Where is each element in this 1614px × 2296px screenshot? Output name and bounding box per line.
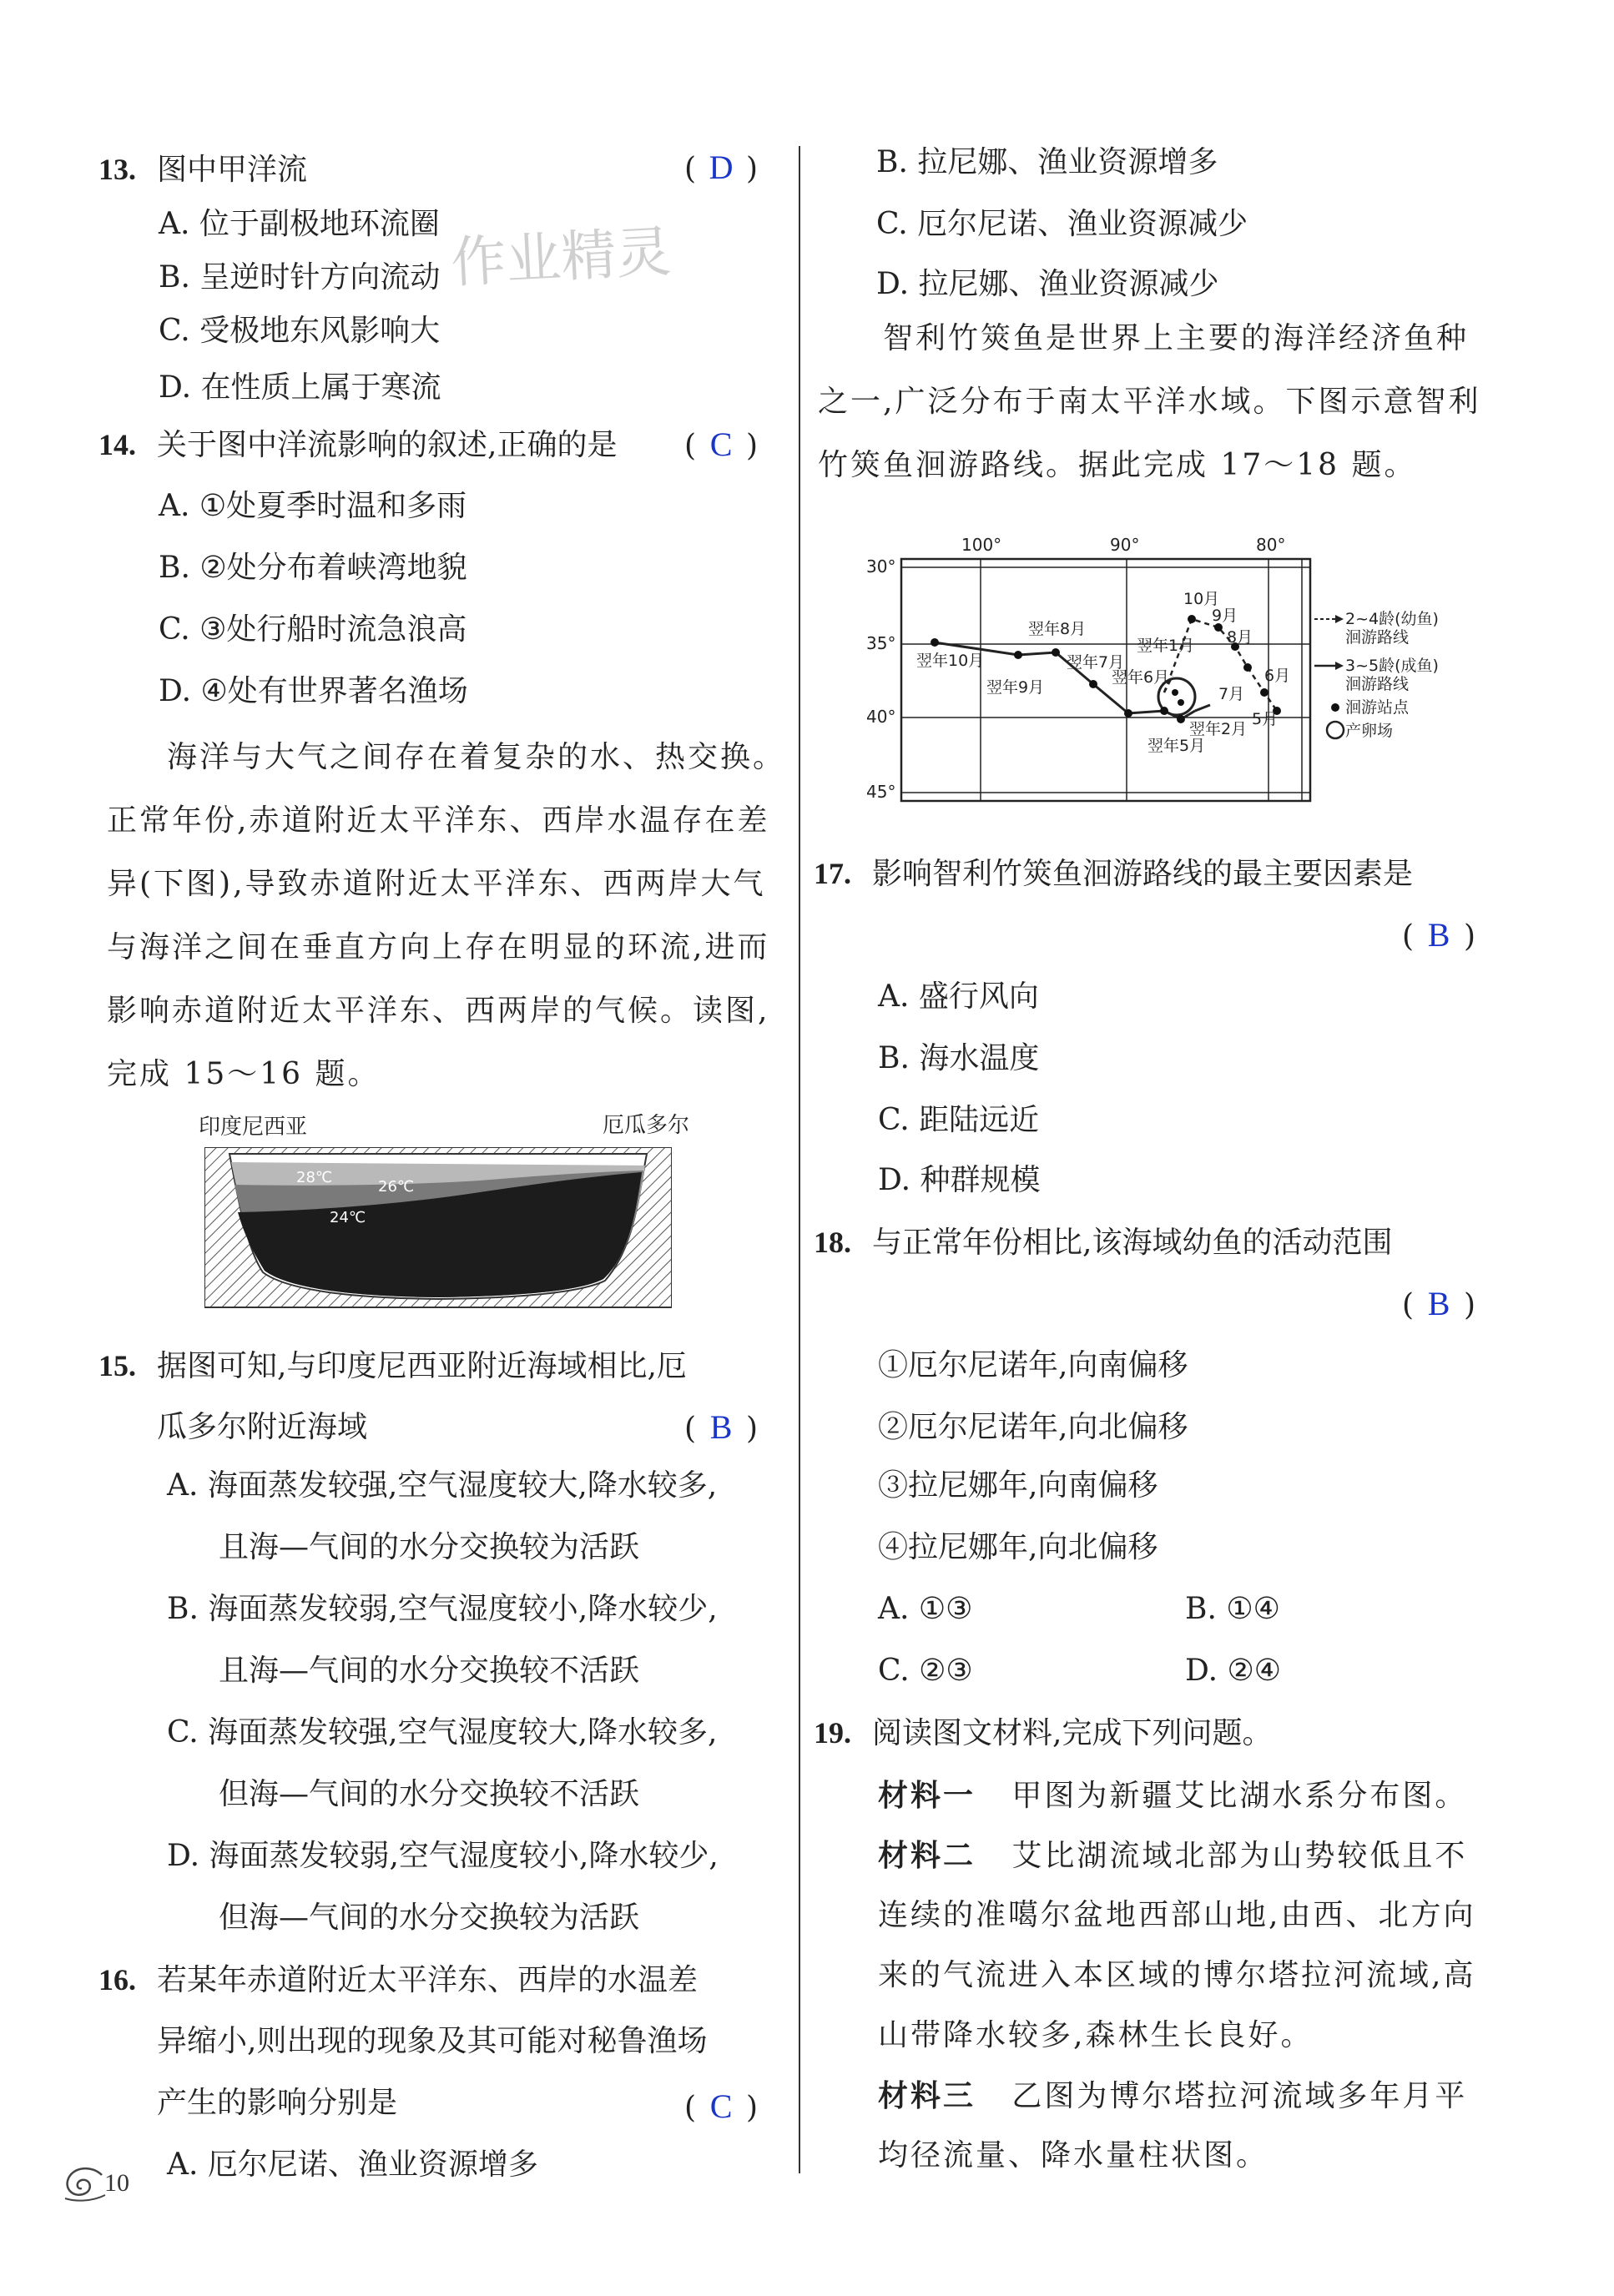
legend-station: 洄游站点 bbox=[1345, 698, 1410, 717]
q15-option-d-line2: 但海—气间的水分交换较为活跃 bbox=[219, 1901, 640, 1935]
q19-material2-line2: 连续的准噶尔盆地西部山地,由西、北方向 bbox=[878, 1898, 1476, 1932]
lat-label-45: 45° bbox=[866, 782, 896, 802]
q15-option-b-line1: B. 海面蒸发较弱,空气湿度较小,降水较少, bbox=[167, 1592, 718, 1626]
q15-option-b-line2: 且海—气间的水分交换较不活跃 bbox=[219, 1654, 640, 1688]
q17-option-a: A. 盛行风向 bbox=[878, 979, 1039, 1014]
q18-item-4: ④拉尼娜年,向北偏移 bbox=[878, 1530, 1158, 1564]
passage1-line3: 异(下图),导致赤道附近太平洋东、西两岸大气 bbox=[107, 867, 766, 901]
legend-adult: 3~5龄(成鱼) bbox=[1345, 657, 1439, 675]
q13-option-a: A. 位于副极地环流圈 bbox=[159, 207, 440, 241]
column-divider bbox=[799, 146, 800, 2173]
q17-stem: 17. 影响智利竹筴鱼洄游路线的最主要因素是 bbox=[814, 857, 1414, 891]
lat-label-30: 30° bbox=[866, 556, 896, 577]
passage1-line4: 与海洋之间在垂直方向上存在明显的环流,进而 bbox=[107, 930, 770, 964]
q16-stem-line1: 16. 若某年赤道附近太平洋东、西岸的水温差 bbox=[98, 1963, 699, 1997]
q14-option-d: D. ④处有世界著名渔场 bbox=[159, 674, 468, 708]
q18-option-c: C. ②③ bbox=[878, 1654, 973, 1688]
q14-option-a: A. ①处夏季时温和多雨 bbox=[159, 489, 467, 523]
q18-item-2: ②厄尔尼诺年,向北偏移 bbox=[878, 1410, 1188, 1444]
q15-option-c-line1: C. 海面蒸发较强,空气湿度较大,降水较多, bbox=[167, 1715, 718, 1750]
legend-spawning: 产卵场 bbox=[1345, 722, 1394, 740]
lon-label-100: 100° bbox=[961, 535, 1002, 555]
legend-adult-route: 洄游路线 bbox=[1345, 675, 1410, 693]
q17-answer: ( B ) bbox=[1402, 916, 1476, 954]
q18-stem: 18. 与正常年份相比,该海域幼鱼的活动范围 bbox=[814, 1226, 1393, 1260]
page-ornament-icon bbox=[58, 2165, 108, 2203]
q16-stem-line2: 异缩小,则出现的现象及其可能对秘鲁渔场 bbox=[157, 2024, 708, 2058]
passage2-line2: 之一,广泛分布于南太平洋水域。下图示意智利 bbox=[818, 385, 1481, 419]
temp-26-label: 26℃ bbox=[378, 1178, 415, 1196]
q13-option-b: B. 呈逆时针方向流动 bbox=[159, 260, 441, 295]
watermark: 作业精灵 bbox=[449, 219, 673, 295]
q19-material1: 材料一 甲图为新疆艾比湖水系分布图。 bbox=[878, 1778, 1468, 1813]
map-point-label: 翌年5月 bbox=[1147, 737, 1206, 755]
ocean-figure-right-label: 厄瓜多尔 bbox=[603, 1113, 690, 1138]
q18-answer: ( B ) bbox=[1402, 1285, 1476, 1322]
legend-juvenile: 2~4龄(幼鱼) bbox=[1345, 610, 1439, 628]
ocean-cross-section-figure bbox=[204, 1147, 672, 1310]
q18-option-d: D. ②④ bbox=[1185, 1654, 1282, 1688]
q16-stem-line3: 产生的影响分别是 bbox=[157, 2086, 398, 2120]
map-point-label: 翌年2月 bbox=[1189, 720, 1248, 738]
lat-label-40: 40° bbox=[866, 707, 896, 727]
passage1-line1: 海洋与大气之间存在着复杂的水、热交换。 bbox=[167, 740, 786, 774]
q15-answer: ( B ) bbox=[684, 1408, 759, 1446]
q16-answer: ( C ) bbox=[684, 2087, 759, 2125]
temp-24-label: 24℃ bbox=[330, 1209, 366, 1226]
q14-answer: ( C ) bbox=[684, 425, 759, 463]
q13-answer: ( D ) bbox=[684, 149, 759, 186]
q15-option-a-line2: 且海—气间的水分交换较为活跃 bbox=[219, 1530, 640, 1564]
q15-option-c-line2: 但海—气间的水分交换较不活跃 bbox=[219, 1777, 640, 1811]
map-point-label: 翌年6月 bbox=[1112, 668, 1170, 687]
q16-option-b: B. 拉尼娜、渔业资源增多 bbox=[876, 145, 1218, 179]
q18-item-3: ③拉尼娜年,向南偏移 bbox=[878, 1468, 1158, 1503]
q19-material2-line4: 山带降水较多,森林生长良好。 bbox=[878, 2018, 1314, 2052]
q14-stem: 14. 关于图中洋流影响的叙述,正确的是 bbox=[98, 428, 618, 462]
map-point-label: 翌年8月 bbox=[1028, 620, 1087, 638]
map-point-label: 翌年10月 bbox=[916, 652, 985, 670]
q16-option-a: A. 厄尔尼诺、渔业资源增多 bbox=[167, 2147, 538, 2182]
legend-juvenile-route: 洄游路线 bbox=[1345, 628, 1410, 647]
q15-stem-line1: 15. 据图可知,与印度尼西亚附近海域相比,厄 bbox=[98, 1349, 687, 1383]
passage2-line3: 竹筴鱼洄游路线。据此完成 17～18 题。 bbox=[818, 448, 1417, 482]
lat-label-35: 35° bbox=[866, 633, 896, 653]
q15-option-d-line1: D. 海面蒸发较弱,空气湿度较小,降水较少, bbox=[167, 1839, 719, 1873]
lon-label-90: 90° bbox=[1110, 535, 1140, 555]
map-point-label: 6月 bbox=[1264, 667, 1291, 685]
q19-material2-line1: 材料二 艾比湖流域北部为山势较低且不 bbox=[878, 1838, 1468, 1873]
q14-option-c: C. ③处行船时流急浪高 bbox=[159, 612, 467, 647]
q18-item-1: ①厄尔尼诺年,向南偏移 bbox=[878, 1348, 1188, 1382]
q18-option-b: B. ①④ bbox=[1185, 1592, 1280, 1626]
q17-option-b: B. 海水温度 bbox=[878, 1041, 1040, 1075]
q17-option-c: C. 距陆远近 bbox=[878, 1103, 1040, 1137]
passage2-line1: 智利竹筴鱼是世界上主要的海洋经济鱼种 bbox=[883, 321, 1470, 355]
temp-28-label: 28℃ bbox=[296, 1169, 333, 1186]
page-number: 10 bbox=[104, 2169, 129, 2197]
migration-route-map bbox=[851, 526, 1544, 809]
q19-material3-line1: 材料三 乙图为博尔塔拉河流域多年月平 bbox=[878, 2078, 1468, 2113]
q13-option-d: D. 在性质上属于寒流 bbox=[159, 370, 441, 405]
map-point-label: 7月 bbox=[1218, 685, 1245, 703]
q13-stem: 13. 图中甲洋流 bbox=[98, 153, 308, 187]
q13-option-c: C. 受极地东风影响大 bbox=[159, 314, 441, 348]
map-point-label: 9月 bbox=[1212, 607, 1238, 625]
map-point-label: 5月 bbox=[1252, 710, 1279, 728]
q19-material2-line3: 来的气流进入本区域的博尔塔拉河流域,高 bbox=[878, 1958, 1476, 1992]
q16-option-c: C. 厄尔尼诺、渔业资源减少 bbox=[876, 207, 1248, 241]
q16-option-d: D. 拉尼娜、渔业资源减少 bbox=[876, 267, 1219, 301]
q14-option-b: B. ②处分布着峡湾地貌 bbox=[159, 551, 467, 585]
passage1-line2: 正常年份,赤道附近太平洋东、西岸水温存在差 bbox=[107, 803, 770, 838]
passage1-line5: 影响赤道附近太平洋东、西两岸的气候。读图, bbox=[107, 994, 770, 1028]
lon-label-80: 80° bbox=[1256, 535, 1286, 555]
q17-option-d: D. 种群规模 bbox=[878, 1163, 1041, 1197]
map-point-label: 翌年9月 bbox=[986, 678, 1045, 697]
q18-option-a: A. ①③ bbox=[878, 1592, 973, 1626]
ocean-figure-left-label: 印度尼西亚 bbox=[199, 1115, 308, 1140]
q19-material3-line2: 均径流量、降水量柱状图。 bbox=[878, 2138, 1269, 2173]
map-point-label: 翌年7月 bbox=[1067, 653, 1125, 672]
q15-option-a-line1: A. 海面蒸发较强,空气湿度较大,降水较多, bbox=[167, 1468, 718, 1503]
map-point-label: 翌年1月 bbox=[1137, 637, 1195, 655]
q19-stem: 19. 阅读图文材料,完成下列问题。 bbox=[814, 1716, 1273, 1750]
map-point-label: 10月 bbox=[1183, 590, 1220, 608]
q15-stem-line2: 瓜多尔附近海域 bbox=[157, 1410, 368, 1444]
passage1-line6: 完成 15～16 题。 bbox=[107, 1057, 381, 1091]
map-point-label: 8月 bbox=[1227, 628, 1253, 647]
